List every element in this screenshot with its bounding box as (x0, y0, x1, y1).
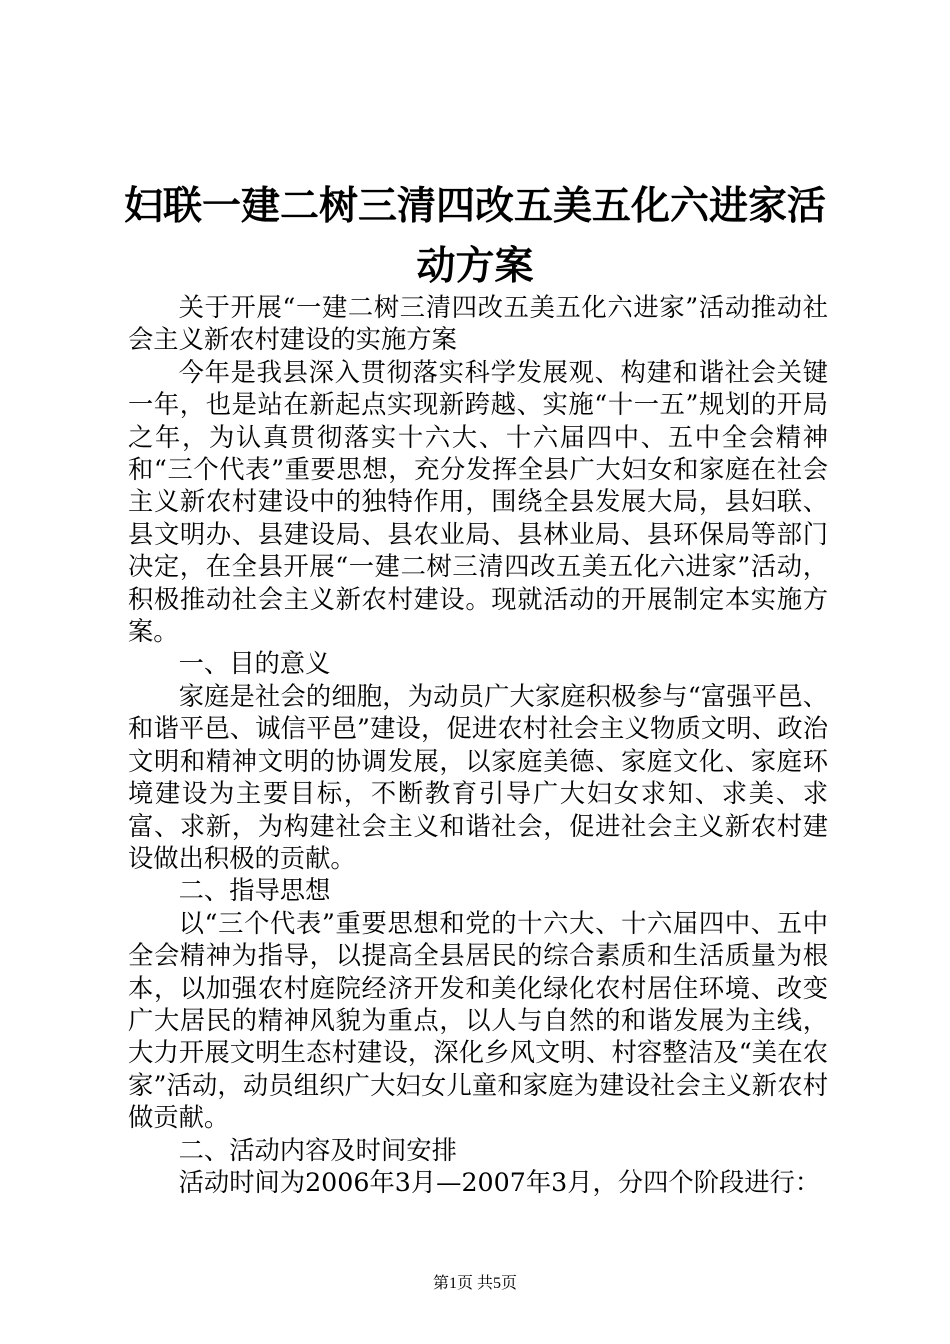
document-title: 妇联一建二树三清四改五美五化六进家活动方案 (123, 183, 826, 289)
paragraph: 活动时间为2006年3月—2007年3月，分四个阶段进行： (178, 1167, 821, 1197)
section-heading: 一、目的意义 (178, 649, 331, 679)
document-body (128, 292, 828, 1199)
paragraph: 今年是我县深入贯彻落实科学发展观、构建和谐社会关键一年，也是站在新起点实现新跨越、实施“十一五”规划的开局之年，为认真贯彻落实十六大、十六届四中、五中全会精神和“三个代表”重要思想，充分发挥全县广大妇女和家庭在社会主义新农村建设中的独特作用，围绕全县发展大局，县妇联、县文明办、县建设局、县农业局、县林业局、县环保局等部门决定，在全县开展“一建二树三清四改五美五化六进家”活动，积极推动社会主义新农村建设。现就活动的开展制定本实施方案。 (128, 357, 828, 647)
paragraph: 以“三个代表”重要思想和党的十六大、十六届四中、五中全会精神为指导，以提高全县居民的综合素质和生活质量为根本，以加强农村庭院经济开发和美化绿化农村居住环境、改变广大居民的精神风貌为重点，以人与自然的和谐发展为主线，大力开展文明生态村建设，深化乡风文明、村容整洁及“美在农家”活动，动员组织广大妇女儿童和家庭为建设社会主义新农村做贡献。 (128, 908, 828, 1133)
section-heading: 二、指导思想 (178, 876, 331, 906)
section-heading: 二、活动内容及时间安排 (178, 1135, 457, 1165)
page-number-footer: 第1页 共5页 (432, 1275, 517, 1292)
paragraph: 关于开展“一建二树三清四改五美五化六进家”活动推动社会主义新农村建设的实施方案 (128, 293, 828, 355)
paragraph: 家庭是社会的细胞，为动员广大家庭积极参与“富强平邑、和谐平邑、诚信平邑”建设，促进农村社会主义物质文明、政治文明和精神文明的协调发展，以家庭美德、家庭文化、家庭环境建设为主要目标，不断教育引导广大妇女求知、求美、求富、求新，为构建社会主义和谐社会，促进社会主义新农村建设做出积极的贡献。 (128, 681, 828, 873)
